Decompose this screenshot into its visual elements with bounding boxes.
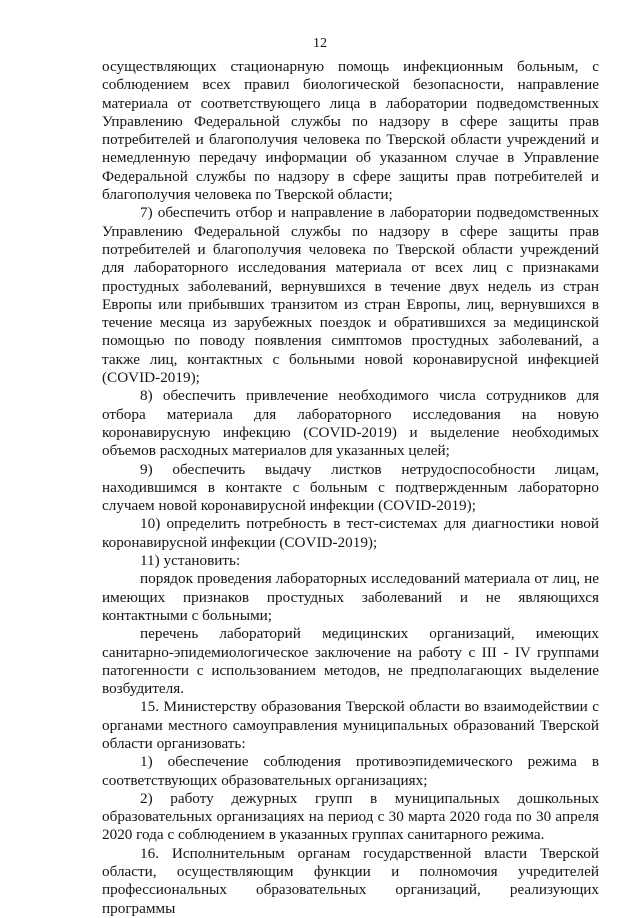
paragraph-item-9: 9) обеспечить выдачу листков нетрудоспособности лицам, находившимся в контакте с больным с подтвержденным лабораторно случаем новой коронавирусной инфекции (COVID-2019);: [102, 460, 599, 515]
paragraph-item-8: 8) обеспечить привлечение необходимого числа сотрудников для отбора материала для лабораторного исследования на новую коронавирусную инфекцию (COVID-2019) и выделение необходимых объемов расходных материалов для указанных целей;: [102, 387, 599, 460]
paragraph-section-15: 15. Министерству образования Тверской области во взаимодействии с органами местного самоуправления муниципальных образований Тверской области организовать:: [102, 698, 599, 752]
paragraph-section-15-item-1: 1) обеспечение соблюдения противоэпидемического режима в соответствующих образовательных организациях;: [102, 753, 599, 789]
document-body: [102, 58, 599, 918]
paragraph-continuation: осуществляющих стационарную помощь инфекционным больным, с соблюдением всех правил биологической безопасности, направление материала от соответствующего лица в лаборатории подведомственных Управлению Федеральной службы по надзору в сфере защиты прав потребителей и благополучия человека по Тверской области учреждений и немедленную передачу информации об указанном случае в Управление Федеральной службы по надзору в сфере защиты прав потребителей и благополучия человека по Тверской области;: [102, 58, 599, 204]
paragraph-item-11: 11) установить:: [140, 552, 241, 570]
paragraph-section-16: 16. Исполнительным органам государственной власти Тверской области, осуществляющим функции и полномочия учредителей профессиональных образовательных организаций, реализующих программы: [102, 844, 599, 917]
paragraph-section-15-item-2: 2) работу дежурных групп в муниципальных дошкольных образовательных организациях на период с 30 марта 2020 года по 30 апреля 2020 года с соблюдением в указанных группах санитарного режима.: [102, 789, 599, 844]
paragraph-item-11-lab-list: перечень лабораторий медицинских организаций, имеющих санитарно-эпидемиологическое заключение на работу с III - IV группами патогенности с использованием методов, не предполагающих выделение возбудителя.: [102, 625, 599, 698]
page-number: 12: [313, 36, 327, 51]
paragraph-item-10: 10) определить потребность в тест-системах для диагностики новой коронавирусной инфекции (COVID-2019);: [102, 515, 599, 551]
paragraph-item-11-lab-procedure: порядок проведения лабораторных исследований материала от лиц, не имеющих признаков простудных заболеваний и не являющихся контактными с больными;: [102, 570, 599, 624]
paragraph-item-7: 7) обеспечить отбор и направление в лаборатории подведомственных Управлению Федеральной службы по надзору в сфере защиты прав потребителей и благополучия человека по Тверской области учреждений для лабораторного исследования материала от всех лиц с признаками простудных заболеваний, вернувшихся в течение двух недель из стран Европы или прибывших транзитом из стран Европы, лиц, вернувшихся в течение месяца из зарубежных поездок и обратившихся за медицинской помощью по поводу появления симптомов простудных заболеваний, а также лиц, контактных с больными новой коронавирусной инфекцией (COVID-2019);: [102, 204, 599, 387]
